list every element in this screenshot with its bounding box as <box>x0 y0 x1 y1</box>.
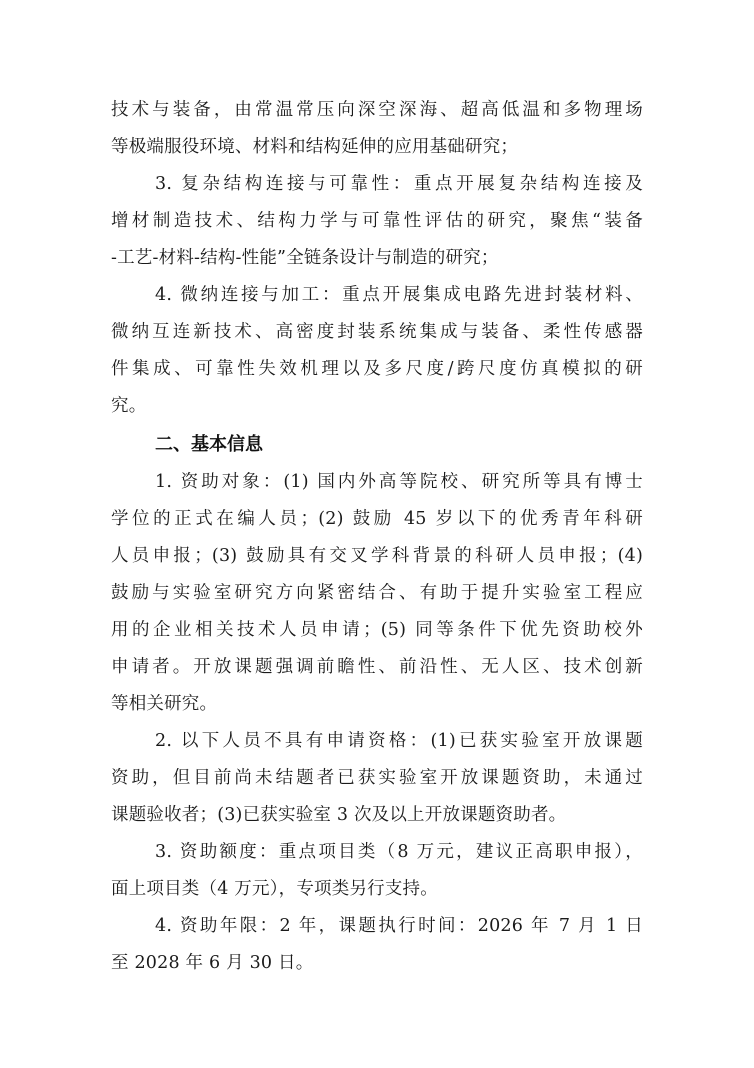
info-item-2-line: 2. 以下人员不具有申请资格：(1)已获实验室开放课题 <box>155 731 643 751</box>
paragraph-line: 用的企业相关技术人员申请；(5) 同等条件下优先资助校外 <box>111 620 643 640</box>
paragraph-line: 等相关研究。 <box>111 694 218 714</box>
paragraph-line: 鼓励与实验室研究方向紧密结合、有助于提升实验室工程应 <box>111 583 643 603</box>
info-item-4-line: 4. 资助年限：2 年，课题执行时间：2026 年 7 月 1 日 <box>155 916 643 936</box>
paragraph-line: 学位的正式在编人员；(2) 鼓励 45 岁以下的优秀青年科研 <box>111 509 643 529</box>
paragraph-line: 人员申报；(3) 鼓励具有交叉学科背景的科研人员申报；(4) <box>111 546 643 566</box>
document-body <box>111 92 643 982</box>
paragraph-line: 技术与装备，由常温常压向深空深海、超高低温和多物理场 <box>111 100 643 120</box>
paragraph-line: 增材制造技术、结构力学与可靠性评估的研究，聚焦“装备 <box>111 211 643 231</box>
paragraph-line: 申请者。开放课题强调前瞻性、前沿性、无人区、技术创新 <box>111 657 643 677</box>
info-item-3-line: 3. 资助额度：重点项目类（8 万元，建议正高职申报）， <box>155 842 643 862</box>
paragraph-line: 资助，但目前尚未结题者已获实验室开放课题资助，未通过 <box>111 768 643 788</box>
info-item-1-line: 1. 资助对象：(1) 国内外高等院校、研究所等具有博士 <box>155 472 643 492</box>
list-item-3-line: 3. 复杂结构连接与可靠性：重点开展复杂结构连接及 <box>155 174 643 194</box>
paragraph-line: 件集成、可靠性失效机理以及多尺度/跨尺度仿真模拟的研 <box>111 359 643 379</box>
paragraph-line: 至 2028 年 6 月 30 日。 <box>111 953 314 973</box>
paragraph-line: 微纳互连新技术、高密度封装系统集成与装备、柔性传感器 <box>111 322 643 342</box>
paragraph-line: 面上项目类（4 万元），专项类另行支持。 <box>111 879 438 899</box>
paragraph-line: -工艺-材料-结构-性能”全链条设计与制造的研究； <box>111 248 499 268</box>
paragraph-line: 等极端服役环境、材料和结构延伸的应用基础研究； <box>111 137 519 157</box>
paragraph-line: 究。 <box>111 396 147 416</box>
list-item-4-line: 4. 微纳连接与加工：重点开展集成电路先进封装材料、 <box>155 285 643 305</box>
paragraph-line: 课题验收者；(3)已获实验室 3 次及以上开放课题资助者。 <box>111 805 567 825</box>
section-heading: 二、基本信息 <box>155 434 263 455</box>
